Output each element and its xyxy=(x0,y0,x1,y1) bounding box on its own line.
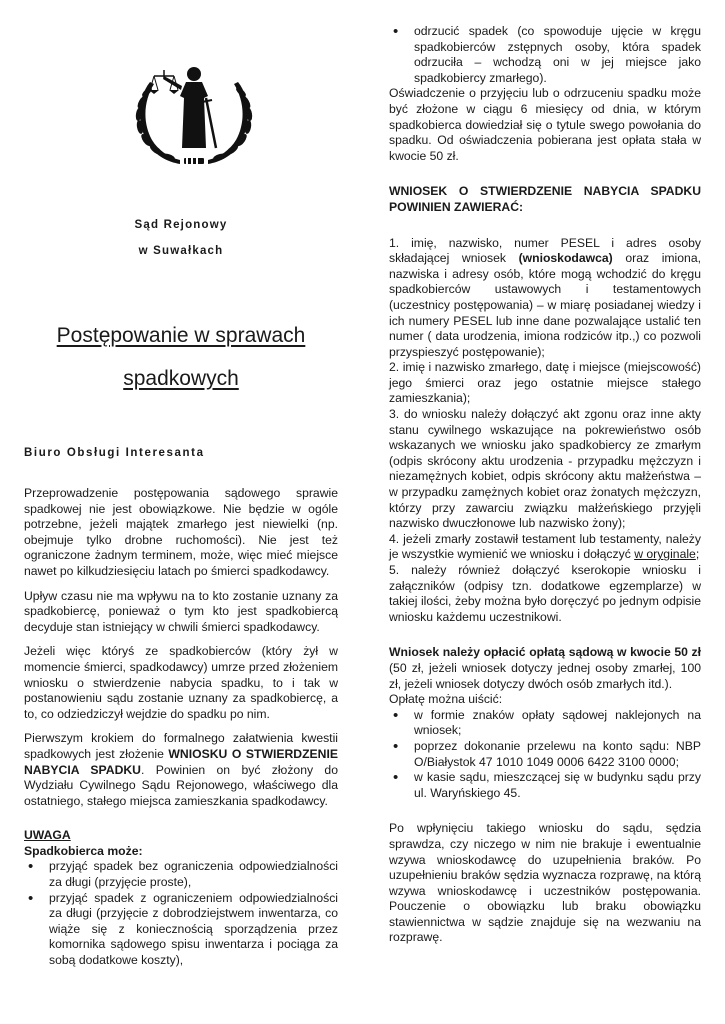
list-item: • poprzez dokonanie przelewu na konto sądu: NBP O/Białystok 47 1010 1049 0006 6422 3100 0000; xyxy=(389,739,701,770)
requirement-item-2: 2. imię i nazwisko zmarłego, datę i miejsce (miejscowość) jego śmierci oraz jego ostatnie miejsce stałego zamieszkania); xyxy=(389,360,701,406)
payment-intro: Opłatę można uiścić: xyxy=(389,692,503,707)
title-line1: Postępowanie w sprawach xyxy=(56,324,306,347)
heir-options-continued xyxy=(389,24,701,86)
right-column xyxy=(389,24,701,946)
fee-paragraph: Wniosek należy opłacić opłatą sądową w kwocie 50 zł (50 zł, jeżeli wniosek dotyczy jednej osoby zmarłej, 100 zł, jeżeli wniosek dotyczy dwóch osób zmarłych itd.). xyxy=(389,645,701,691)
left-body xyxy=(24,486,338,969)
list-item: • w kasie sądu, mieszczącej się w budynku sądu przy ul. Waryńskiego 45. xyxy=(389,770,701,801)
court-name-line1: Sąd Rejonowy xyxy=(134,219,228,231)
requirement-item-5: 5. należy również dołączyć kserokopie wniosku i załączników (odpisy tzn. dodatkowe egzemplarze) w takiej ilości, żeby można było doręczyć po jednym odpisie wniosku każdemu uczestnikowi. xyxy=(389,563,701,624)
list-item: • odrzucić spadek (co spowoduje ujęcie w kręgu spadkobierców zstępnych osoby, która spadek odrzuciła – wchodzą oni w jej miejsce jako spadkobiercy zmarłego). xyxy=(389,24,701,86)
requirement-item-3: 3. do wniosku należy dołączyć akt zgonu oraz inne akty stanu cywilnego wskazujące na pokrewieństwo osób wskazanych we wniosku jako spadkobiercy ze zmarłym (odpis skrócony aktu urodzenia - przypadku mężczyzn i niezamężnych kobiet, odpis skrócony aktu małżeństwa – w przypadku zamężnych kobiet oraz żonatych mężczyzn, którzy przy zawarciu związku małżeńskiego przyjęli nazwisko dwuczłonowe lub nazwisko żony); xyxy=(389,407,701,531)
title-line2: spadkowych xyxy=(123,367,239,390)
application-heading: WNIOSEK O STWIERDZENIE NABYCIA SPADKU POWINIEN ZAWIERAĆ: xyxy=(389,184,701,214)
heir-options-heading: Spadkobierca może: xyxy=(24,843,143,858)
court-name-line2: w Suwałkach xyxy=(138,245,224,257)
page-title xyxy=(24,322,338,392)
requirement-item-4: 4. jeżeli zmarły zostawił testament lub testamenty, należy je wszystkie wymienić we wniosku i dołączyć w oryginale; xyxy=(389,531,701,562)
office-name: Biuro Obsługi Interesanta xyxy=(24,447,205,459)
list-item: • przyjąć spadek bez ograniczenia odpowiedzialności za długi (przyjęcie proste), xyxy=(24,859,338,890)
intro-paragraph: Przeprowadzenie postępowania sądowego sprawie spadkowej nie jest obowiązkowe. Nie będzie w ogóle potrzebne, jeżeli majątek zmarłego jest niewielki (np. obejmuje tylko drobne ruchomości). Nie jest też ograniczone żadnym terminem, może, więc mieć miejsce nawet po kilkudziesięciu latach po śmierci spadkodawcy. xyxy=(24,486,338,578)
heir-options-list xyxy=(24,859,338,968)
uwaga-heading: UWAGA xyxy=(24,828,71,843)
first-step-paragraph: Pierwszym krokiem do formalnego załatwienia kwestii spadkowych jest złożenie WNIOSKU O STWIERDZENIE NABYCIA SPADKU. Powinien on być złożony do Wydziału Cywilnego Sądu Rejonowego, właściwego dla ostatniego, stałego miejsca zamieszkania spadkodawcy. xyxy=(24,731,338,808)
requirement-item-1: 1. imię, nazwisko, numer PESEL i adres osoby składającej wniosek (wnioskodawca) oraz imiona, nazwiska i adresy osób, które mogą wchodzić do kręgu spadkobierców ustawowych i testamentowych (uczestnicy postępowania) – w miarę posiadanej wiedzy i ich numery PESEL lub inne dane pozwalające ustalić ten numer ( data urodzenia, imiona rodziców itp.,) co pozwoli przyspieszyć postępowanie); xyxy=(389,235,701,359)
list-item: • w formie znaków opłaty sądowej naklejonych na wniosek; xyxy=(389,708,701,739)
payment-methods-list xyxy=(389,708,701,802)
justice-emblem-icon xyxy=(120,52,268,172)
heir-death-paragraph: Jeżeli więc któryś ze spadkobierców (który żył w momencie śmierci, spadkodawcy) umrze przed złożeniem wniosku o stwierdzenie nabycia spadku, to i tak w postanowieniu sądu zostanie uznany za spadkobiercę, a to, co odziedziczył wejdzie do spadku po nim. xyxy=(24,644,338,721)
deadline-paragraph: Oświadczenie o przyjęciu lub o odrzuceniu spadku może być złożone w ciągu 6 miesięcy od dnia, w którym spadkobierca dowiedział się o tytule swego powołania do spadku. Od oświadczenia pobierana jest opłata stała w kwocie 50 zł. xyxy=(389,86,701,163)
procedure-paragraph: Po wpłynięciu takiego wniosku do sądu, sędzia sprawdza, czy niczego w nim nie brakuje i ewentualnie wzywa wnioskodawcę do uzupełnienia braków. Po uzupełnieniu braków sędzia wyznacza rozprawę, na którą wzywa wnioskodawcę i uczestników postępowania. Pouczenie o obowiązku lub braku obowiązku stawiennictwa w sądzie znajduje się na wezwaniu na rozprawę. xyxy=(389,821,701,945)
list-item: • przyjąć spadek z ograniczeniem odpowiedzialności za długi (przyjęcie z dobrodziejstwem inwentarza, co wiąże się z koniecznością sporządzenia przez komornika sądowego spisu inwentarza i pociąga za sobą dodatkowe koszty), xyxy=(24,891,338,969)
time-paragraph: Upływ czasu nie ma wpływu na to kto zostanie uznany za spadkobiercę, ponieważ o tym kto jest spadkobiercą decyduje stan istniejący w chwili śmierci spadkodawcy. xyxy=(24,588,338,634)
